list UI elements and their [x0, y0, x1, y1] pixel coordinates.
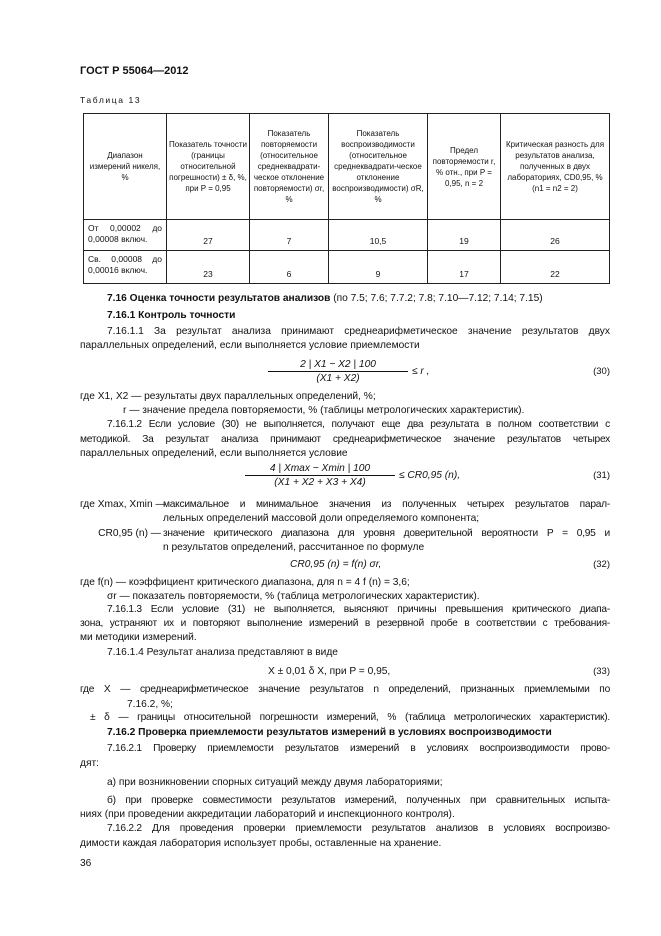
formula-denominator: (X1 + X2)	[316, 373, 360, 384]
list-item: б) при проверке совместимости результатов измерений, полученных при сравнительных испыта-	[107, 795, 610, 806]
equation-number: (30)	[593, 366, 610, 377]
definition-term: CR0,95 (n) —	[98, 528, 161, 539]
paragraph-line: ми методики измерений.	[80, 632, 197, 643]
formula-rhs: ≤ CR0,95 (n),	[399, 470, 461, 481]
table-caption: Таблица 13	[80, 95, 142, 105]
paragraph-line: димости каждая лаборатория использует пробы, оставленные на хранение.	[80, 838, 442, 849]
definition-line: где f(n) — коэффициент критического диапазона, для n = 4 f (n) = 3,6;	[80, 577, 410, 588]
metrology-table	[83, 113, 610, 284]
table-row	[84, 251, 610, 284]
definition-line: где X — среднеарифметическое значение результатов n определений, признанных приемлемыми по	[80, 684, 610, 695]
table-row	[84, 220, 610, 251]
cell-delta: 27	[167, 220, 250, 251]
cell-delta: 23	[167, 251, 250, 284]
section-7-16-1-heading: 7.16.1 Контроль точности	[107, 310, 236, 321]
definition-line: значение критического диапазона для уровня доверительной вероятности P = 0,95 и	[163, 528, 610, 539]
cell-range: Св. 0,00008 до 0,00016 включ.	[84, 251, 167, 284]
page-number: 36	[80, 858, 92, 869]
definition-line: r — значение предела повторяемости, % (таблицы метрологических характеристик).	[123, 405, 525, 416]
paragraph-line: 7.16.1.4 Результат анализа представляют в виде	[107, 647, 338, 658]
document-title: ГОСТ Р 55064—2012	[80, 65, 189, 77]
formula-30	[268, 358, 408, 385]
definition-line: максимальное и минимальное значения из полученных четырех результатов парал-	[163, 499, 610, 510]
section-7-16-2-heading: 7.16.2 Проверка приемлемости результатов измерений в условиях воспроизводимости	[107, 727, 552, 738]
list-item: а) при возникновении спорных ситуаций между двумя лабораториями;	[107, 777, 443, 788]
cell-sigma-r: 6	[250, 251, 329, 284]
cell-r: 19	[428, 220, 501, 251]
cell-range: От 0,00002 до 0,00008 включ.	[84, 220, 167, 251]
paragraph-line: 7.16.2.1 Проверку приемлемости результатов измерений в условиях воспроизводимости прово-	[107, 743, 610, 754]
table-header: Показатель воспроизводимости (относительное среднеквадрати-ческое отклонение воспроизводимости) σR, %	[329, 114, 428, 220]
paragraph-line: параллельных определений, если выполняется условие	[80, 448, 348, 459]
cell-sigma-R: 9	[329, 251, 428, 284]
formula-33: X ± 0,01 δ X, при P = 0,95,	[268, 666, 391, 677]
paragraph-line: 7.16.1.3 Если условие (31) не выполняется, выясняют причины превышения критического диапа-	[107, 604, 610, 615]
section-title: 7.16 Оценка точности результатов анализов	[107, 293, 331, 304]
cell-sigma-R: 10,5	[329, 220, 428, 251]
paragraph-line: 7.16.1.1 За результат анализа принимают среднеарифметическое значение результатов двух	[107, 326, 610, 337]
cell-cd: 26	[501, 220, 610, 251]
table-header: Показатель точности (границы относительной погрешности) ± δ, %, при P = 0,95	[167, 114, 250, 220]
paragraph-line: параллельных определений, если выполняется условие приемлемости	[80, 340, 420, 351]
formula-numerator: 2 | X1 − X2 | 100	[268, 358, 408, 372]
paragraph-line: методикой. За результат анализа принимают среднеарифметическое значение результатов четырех	[80, 434, 610, 445]
formula-denominator: (X1 + X2 + X3 + X4)	[274, 477, 366, 488]
table-header: Показатель повторяемости (относительное среднеквадрати-ческое отклонение повторяемости) σr, %	[250, 114, 329, 220]
section-7-16-heading	[107, 292, 543, 306]
table-header: Критическая разность для результатов анализа, полученных в двух лабораториях, CD0,95, % (n1 = n2 = 2)	[501, 114, 610, 220]
definition-line: где X1, X2 — результаты двух параллельных определений, %;	[80, 391, 376, 402]
table-header: Диапазон измерений никеля, %	[84, 114, 167, 220]
cell-r: 17	[428, 251, 501, 284]
table-header: Предел повторяемости r, % отн., при P = 0,95, n = 2	[428, 114, 501, 220]
paragraph-line: 7.16.2.2 Для проведения проверки приемлемости результатов анализов в условиях воспроизво-	[107, 823, 610, 834]
list-item: ниях (при проведении аккредитации лабораторий и инспекционного контроля).	[80, 809, 455, 820]
section-refs: (по 7.5; 7.6; 7.7.2; 7.8; 7.10—7.12; 7.14; 7.15)	[330, 293, 543, 304]
cell-cd: 22	[501, 251, 610, 284]
paragraph-line: 7.16.1.2 Если условие (30) не выполняется, получают еще два результата в полном соответствии с	[107, 419, 610, 430]
definition-term: где Xmax, Xmin —	[80, 499, 166, 510]
definition-line: ± δ — границы относительной погрешности измерений, % (таблица метрологических характеристик).	[90, 712, 610, 723]
formula-31	[245, 462, 395, 489]
equation-number: (32)	[593, 559, 610, 570]
table-header-row	[84, 114, 610, 220]
definition-line: n результатов определений, рассчитанное по формуле	[163, 542, 425, 553]
equation-number: (33)	[593, 666, 610, 677]
formula-numerator: 4 | Xmax − Xmin | 100	[245, 462, 395, 476]
definition-line: 7.16.2, %;	[127, 699, 173, 710]
definition-line: лельных определений массовой доли определяемого компонента;	[163, 513, 480, 524]
equation-number: (31)	[593, 470, 610, 481]
formula-32: CR0,95 (n) = f(n) σr,	[290, 559, 382, 570]
paragraph-line: дят:	[80, 758, 99, 769]
paragraph-line: зона, устраняют их и повторяют выполнение измерений в резервной пробе в соответствии с требования-	[80, 618, 610, 629]
definition-line: σr — показатель повторяемости, % (таблица метрологических характеристик).	[107, 591, 480, 602]
formula-rhs: ≤ r ,	[412, 366, 430, 377]
cell-sigma-r: 7	[250, 220, 329, 251]
